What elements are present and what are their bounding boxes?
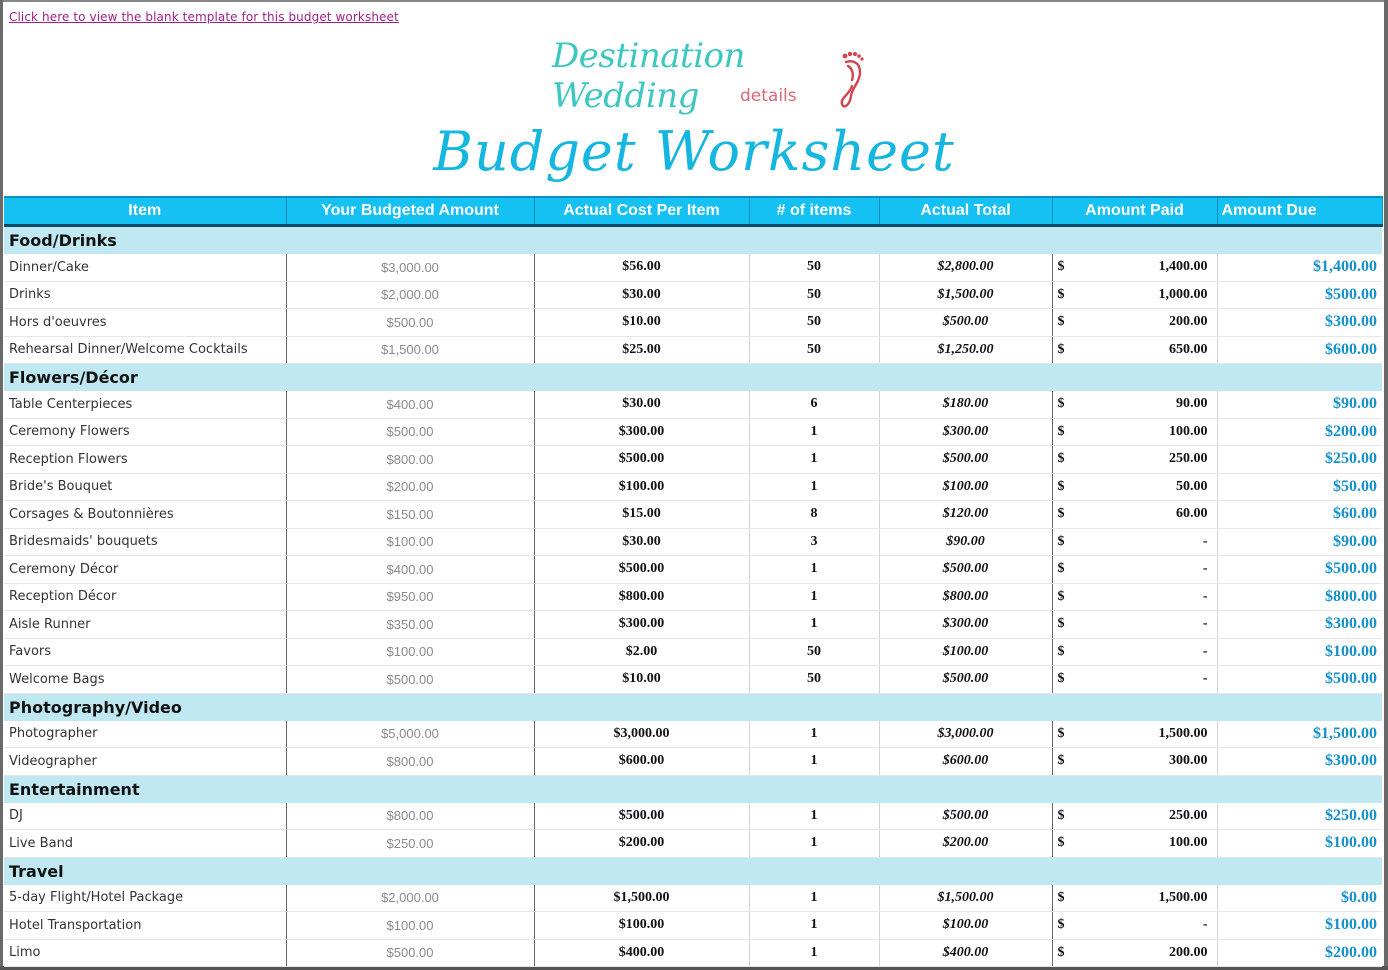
cell-amount-due[interactable]: $1,400.00	[1217, 254, 1382, 281]
currency-symbol: $	[1057, 451, 1065, 467]
table-row	[4, 418, 1382, 446]
cell-item[interactable]: Videographer	[4, 748, 286, 776]
cell-budgeted-amount[interactable]: $500.00	[286, 939, 534, 967]
cell-budgeted-amount[interactable]: $5,000.00	[286, 721, 534, 748]
cell-item[interactable]: Limo	[4, 939, 286, 967]
cell-amount-due[interactable]: $800.00	[1217, 583, 1382, 611]
cell-item[interactable]: Ceremony Flowers	[4, 418, 286, 446]
currency-symbol: $	[1057, 753, 1065, 769]
cell-actual-total[interactable]: $1,500.00	[879, 885, 1052, 912]
cell-actual-total[interactable]: $1,500.00	[879, 281, 1052, 309]
currency-symbol: $	[1057, 889, 1065, 905]
cell-item[interactable]: Bridesmaids' bouquets	[4, 528, 286, 556]
cell-actual-total[interactable]: $300.00	[879, 611, 1052, 639]
cell-item-count[interactable]: 1	[749, 446, 879, 474]
paid-value: 100.00	[1169, 423, 1208, 439]
cell-budgeted-amount[interactable]: $350.00	[286, 611, 534, 639]
col-header-total[interactable]: Actual Total	[879, 197, 1052, 226]
table-row	[4, 336, 1382, 364]
cell-actual-total[interactable]: $2,800.00	[879, 254, 1052, 281]
window-frame-top	[0, 0, 1388, 2]
paid-value: -	[1202, 643, 1208, 659]
cell-actual-cost[interactable]: $500.00	[534, 446, 749, 474]
cell-item[interactable]: Corsages & Boutonnières	[4, 501, 286, 529]
cell-amount-due[interactable]: $250.00	[1217, 446, 1382, 474]
col-header-due[interactable]: Amount Due	[1217, 197, 1382, 226]
cell-amount-paid[interactable]	[1052, 309, 1217, 337]
cell-budgeted-amount[interactable]: $250.00	[286, 830, 534, 858]
paid-value: 300.00	[1169, 753, 1208, 769]
paid-value: -	[1202, 616, 1208, 632]
currency-symbol: $	[1057, 944, 1065, 960]
cell-item-count[interactable]: 6	[749, 391, 879, 418]
col-header-cost[interactable]: Actual Cost Per Item	[534, 197, 749, 226]
currency-symbol: $	[1057, 423, 1065, 439]
cell-amount-paid[interactable]	[1052, 721, 1217, 748]
cell-budgeted-amount[interactable]: $100.00	[286, 912, 534, 940]
cell-item-count[interactable]: 1	[749, 721, 879, 748]
cell-item-count[interactable]: 1	[749, 611, 879, 639]
table-row	[4, 912, 1382, 940]
cell-amount-due[interactable]: $100.00	[1217, 638, 1382, 666]
category-row	[4, 857, 1382, 885]
cell-actual-cost[interactable]: $30.00	[534, 281, 749, 309]
cell-item-count[interactable]: 50	[749, 281, 879, 309]
cell-budgeted-amount[interactable]: $400.00	[286, 556, 534, 584]
cell-amount-paid[interactable]	[1052, 830, 1217, 858]
cell-item-count[interactable]: 50	[749, 336, 879, 364]
cell-amount-due[interactable]: $1,500.00	[1217, 721, 1382, 748]
paid-value: -	[1202, 561, 1208, 577]
table-row	[4, 939, 1382, 967]
cell-amount-due[interactable]: $500.00	[1217, 281, 1382, 309]
cell-item[interactable]: Hotel Transportation	[4, 912, 286, 940]
paid-value: -	[1202, 917, 1208, 933]
table-row	[4, 748, 1382, 776]
table-row	[4, 254, 1382, 281]
currency-symbol: $	[1057, 396, 1065, 412]
cell-actual-cost[interactable]: $600.00	[534, 748, 749, 776]
cell-amount-due[interactable]: $90.00	[1217, 528, 1382, 556]
cell-item[interactable]: Favors	[4, 638, 286, 666]
cell-actual-total[interactable]: $180.00	[879, 391, 1052, 418]
blank-template-link[interactable]: Click here to view the blank template for this budget worksheet	[9, 10, 399, 24]
paid-value: 90.00	[1176, 396, 1208, 412]
currency-symbol: $	[1057, 506, 1065, 522]
table-row	[4, 638, 1382, 666]
cell-budgeted-amount[interactable]: $200.00	[286, 473, 534, 501]
table-row	[4, 885, 1382, 912]
cell-budgeted-amount[interactable]: $100.00	[286, 528, 534, 556]
table-row	[4, 803, 1382, 830]
paid-value: 1,500.00	[1158, 889, 1208, 905]
cell-actual-total[interactable]: $120.00	[879, 501, 1052, 529]
cell-actual-total[interactable]: $300.00	[879, 418, 1052, 446]
table-row	[4, 666, 1382, 694]
cell-amount-paid[interactable]	[1052, 446, 1217, 474]
cell-actual-cost[interactable]: $1,500.00	[534, 885, 749, 912]
cell-actual-cost[interactable]: $25.00	[534, 336, 749, 364]
table-row	[4, 611, 1382, 639]
paid-value: 650.00	[1169, 341, 1208, 357]
cell-amount-due[interactable]: $200.00	[1217, 939, 1382, 967]
table-row	[4, 528, 1382, 556]
cell-actual-cost[interactable]: $3,000.00	[534, 721, 749, 748]
cell-budgeted-amount[interactable]: $500.00	[286, 418, 534, 446]
cell-amount-due[interactable]: $100.00	[1217, 912, 1382, 940]
cell-actual-cost[interactable]: $800.00	[534, 583, 749, 611]
table-row	[4, 309, 1382, 337]
table-row	[4, 391, 1382, 418]
cell-actual-total[interactable]: $3,000.00	[879, 721, 1052, 748]
cell-budgeted-amount[interactable]: $150.00	[286, 501, 534, 529]
cell-actual-total[interactable]: $100.00	[879, 912, 1052, 940]
cell-amount-due[interactable]: $90.00	[1217, 391, 1382, 418]
cell-actual-cost[interactable]: $300.00	[534, 611, 749, 639]
cell-actual-cost[interactable]: $10.00	[534, 666, 749, 694]
cell-amount-due[interactable]: $250.00	[1217, 803, 1382, 830]
cell-amount-due[interactable]: $0.00	[1217, 885, 1382, 912]
category-row	[4, 693, 1382, 721]
cell-budgeted-amount[interactable]: $500.00	[286, 666, 534, 694]
cell-item[interactable]: Table Centerpieces	[4, 391, 286, 418]
cell-actual-cost[interactable]: $400.00	[534, 939, 749, 967]
category-label[interactable]: Travel	[4, 857, 1382, 885]
cell-item-count[interactable]: 1	[749, 473, 879, 501]
cell-item[interactable]: Dinner/Cake	[4, 254, 286, 281]
cell-item-count[interactable]: 50	[749, 638, 879, 666]
currency-symbol: $	[1057, 259, 1065, 275]
cell-item[interactable]: Hors d'oeuvres	[4, 309, 286, 337]
category-label[interactable]: Food/Drinks	[4, 226, 1382, 255]
cell-amount-due[interactable]: $600.00	[1217, 336, 1382, 364]
cell-item-count[interactable]: 1	[749, 418, 879, 446]
cell-actual-total[interactable]: $500.00	[879, 803, 1052, 830]
cell-item-count[interactable]: 1	[749, 583, 879, 611]
currency-symbol: $	[1057, 341, 1065, 357]
header-row	[4, 197, 1382, 226]
paid-value: 1,000.00	[1158, 286, 1208, 302]
table-row	[4, 830, 1382, 858]
cell-actual-total[interactable]: $1,250.00	[879, 336, 1052, 364]
cell-actual-total[interactable]: $200.00	[879, 830, 1052, 858]
cell-actual-cost[interactable]: $30.00	[534, 528, 749, 556]
cell-actual-total[interactable]: $100.00	[879, 473, 1052, 501]
paid-value: -	[1202, 671, 1208, 687]
cell-budgeted-amount[interactable]: $100.00	[286, 638, 534, 666]
cell-actual-total[interactable]: $600.00	[879, 748, 1052, 776]
currency-symbol: $	[1057, 917, 1065, 933]
table-row	[4, 556, 1382, 584]
cell-item[interactable]: DJ	[4, 803, 286, 830]
cell-actual-total[interactable]: $500.00	[879, 556, 1052, 584]
cell-amount-paid[interactable]	[1052, 666, 1217, 694]
table-row	[4, 473, 1382, 501]
currency-symbol: $	[1057, 286, 1065, 302]
paid-value: 1,400.00	[1158, 259, 1208, 275]
currency-symbol: $	[1057, 561, 1065, 577]
cell-amount-paid[interactable]	[1052, 528, 1217, 556]
col-header-item[interactable]: Item	[4, 197, 286, 226]
paid-value: 1,500.00	[1158, 725, 1208, 741]
cell-amount-paid[interactable]	[1052, 638, 1217, 666]
cell-amount-paid[interactable]	[1052, 611, 1217, 639]
currency-symbol: $	[1057, 807, 1065, 823]
paid-value: 250.00	[1169, 807, 1208, 823]
paid-value: 200.00	[1169, 314, 1208, 330]
brand-logo	[552, 36, 882, 116]
cell-budgeted-amount[interactable]: $2,000.00	[286, 281, 534, 309]
paid-value: 50.00	[1176, 478, 1208, 494]
cell-item-count[interactable]: 1	[749, 885, 879, 912]
cell-amount-paid[interactable]	[1052, 939, 1217, 967]
cell-amount-due[interactable]: $500.00	[1217, 556, 1382, 584]
cell-budgeted-amount[interactable]: $400.00	[286, 391, 534, 418]
category-row	[4, 364, 1382, 392]
cell-item-count[interactable]: 50	[749, 254, 879, 281]
currency-symbol: $	[1057, 314, 1065, 330]
currency-symbol: $	[1057, 533, 1065, 549]
cell-amount-paid[interactable]	[1052, 418, 1217, 446]
cell-item-count[interactable]: 3	[749, 528, 879, 556]
currency-symbol: $	[1057, 643, 1065, 659]
cell-actual-cost[interactable]: $30.00	[534, 391, 749, 418]
col-header-qty[interactable]: # of items	[749, 197, 879, 226]
table-row	[4, 281, 1382, 309]
cell-actual-cost[interactable]: $300.00	[534, 418, 749, 446]
table-row	[4, 721, 1382, 748]
cell-budgeted-amount[interactable]: $950.00	[286, 583, 534, 611]
cell-item-count[interactable]: 1	[749, 912, 879, 940]
cell-item-count[interactable]: 1	[749, 803, 879, 830]
cell-item[interactable]: Reception Flowers	[4, 446, 286, 474]
cell-item-count[interactable]: 50	[749, 666, 879, 694]
logo-sub-text: details	[740, 86, 797, 106]
currency-symbol: $	[1057, 588, 1065, 604]
cell-amount-paid[interactable]	[1052, 254, 1217, 281]
cell-item[interactable]: Live Band	[4, 830, 286, 858]
cell-item-count[interactable]: 1	[749, 748, 879, 776]
cell-budgeted-amount[interactable]: $1,500.00	[286, 336, 534, 364]
col-header-paid[interactable]: Amount Paid	[1052, 197, 1217, 226]
cell-item[interactable]: Welcome Bags	[4, 666, 286, 694]
paid-value: 250.00	[1169, 451, 1208, 467]
cell-item-count[interactable]: 50	[749, 309, 879, 337]
table-row	[4, 583, 1382, 611]
cell-amount-due[interactable]: $300.00	[1217, 611, 1382, 639]
currency-symbol: $	[1057, 725, 1065, 741]
table-row	[4, 446, 1382, 474]
cell-amount-paid[interactable]	[1052, 803, 1217, 830]
paid-value: -	[1202, 588, 1208, 604]
category-label[interactable]: Photography/Video	[4, 693, 1382, 721]
category-label[interactable]: Entertainment	[4, 775, 1382, 803]
cell-amount-due[interactable]: $200.00	[1217, 418, 1382, 446]
cell-amount-paid[interactable]	[1052, 336, 1217, 364]
cell-actual-cost[interactable]: $100.00	[534, 473, 749, 501]
cell-actual-total[interactable]: $500.00	[879, 666, 1052, 694]
cell-budgeted-amount[interactable]: $800.00	[286, 748, 534, 776]
paid-value: 100.00	[1169, 835, 1208, 851]
page-title: Budget Worksheet	[433, 120, 955, 183]
logo-script-text: Destination Wedding	[552, 36, 745, 116]
cell-amount-paid[interactable]	[1052, 473, 1217, 501]
currency-symbol: $	[1057, 671, 1065, 687]
cell-item[interactable]: Aisle Runner	[4, 611, 286, 639]
cell-amount-paid[interactable]	[1052, 281, 1217, 309]
cell-actual-cost[interactable]: $200.00	[534, 830, 749, 858]
cell-actual-total[interactable]: $90.00	[879, 528, 1052, 556]
category-row	[4, 226, 1382, 255]
cell-amount-paid[interactable]	[1052, 391, 1217, 418]
cell-actual-cost[interactable]: $10.00	[534, 309, 749, 337]
category-label[interactable]: Flowers/Décor	[4, 364, 1382, 392]
cell-actual-total[interactable]: $800.00	[879, 583, 1052, 611]
cell-item-count[interactable]: 1	[749, 830, 879, 858]
cell-budgeted-amount[interactable]: $800.00	[286, 446, 534, 474]
cell-item[interactable]: Reception Décor	[4, 583, 286, 611]
cell-item-count[interactable]: 8	[749, 501, 879, 529]
cell-amount-paid[interactable]	[1052, 556, 1217, 584]
cell-actual-total[interactable]: $400.00	[879, 939, 1052, 967]
cell-item-count[interactable]: 1	[749, 556, 879, 584]
cell-amount-paid[interactable]	[1052, 748, 1217, 776]
paid-value: -	[1202, 533, 1208, 549]
cell-item[interactable]: Ceremony Décor	[4, 556, 286, 584]
cell-amount-due[interactable]: $300.00	[1217, 748, 1382, 776]
footprint-icon	[838, 50, 868, 119]
cell-actual-cost[interactable]: $56.00	[534, 254, 749, 281]
cell-amount-due[interactable]: $60.00	[1217, 501, 1382, 529]
cell-amount-paid[interactable]	[1052, 912, 1217, 940]
cell-budgeted-amount[interactable]: $500.00	[286, 309, 534, 337]
cell-actual-total[interactable]: $500.00	[879, 446, 1052, 474]
cell-item[interactable]: Bride's Bouquet	[4, 473, 286, 501]
cell-amount-due[interactable]: $300.00	[1217, 309, 1382, 337]
cell-amount-due[interactable]: $500.00	[1217, 666, 1382, 694]
cell-actual-total[interactable]: $100.00	[879, 638, 1052, 666]
budget-table	[4, 196, 1383, 967]
paid-value: 60.00	[1176, 506, 1208, 522]
cell-item[interactable]: Photographer	[4, 721, 286, 748]
cell-amount-due[interactable]: $100.00	[1217, 830, 1382, 858]
cell-amount-paid[interactable]	[1052, 501, 1217, 529]
cell-item[interactable]: 5-day Flight/Hotel Package	[4, 885, 286, 912]
currency-symbol: $	[1057, 835, 1065, 851]
cell-item[interactable]: Rehearsal Dinner/Welcome Cocktails	[4, 336, 286, 364]
cell-amount-paid[interactable]	[1052, 583, 1217, 611]
cell-amount-due[interactable]: $50.00	[1217, 473, 1382, 501]
cell-actual-cost[interactable]: $500.00	[534, 556, 749, 584]
category-row	[4, 775, 1382, 803]
cell-actual-total[interactable]: $500.00	[879, 309, 1052, 337]
currency-symbol: $	[1057, 616, 1065, 632]
paid-value: 200.00	[1169, 944, 1208, 960]
currency-symbol: $	[1057, 478, 1065, 494]
cell-actual-cost[interactable]: $15.00	[534, 501, 749, 529]
cell-item-count[interactable]: 1	[749, 939, 879, 967]
col-header-budget[interactable]: Your Budgeted Amount	[286, 197, 534, 226]
cell-budgeted-amount[interactable]: $2,000.00	[286, 885, 534, 912]
cell-actual-cost[interactable]: $500.00	[534, 803, 749, 830]
cell-actual-cost[interactable]: $2.00	[534, 638, 749, 666]
cell-budgeted-amount[interactable]: $800.00	[286, 803, 534, 830]
cell-item[interactable]: Drinks	[4, 281, 286, 309]
cell-actual-cost[interactable]: $100.00	[534, 912, 749, 940]
table-row	[4, 501, 1382, 529]
cell-budgeted-amount[interactable]: $3,000.00	[286, 254, 534, 281]
cell-amount-paid[interactable]	[1052, 885, 1217, 912]
